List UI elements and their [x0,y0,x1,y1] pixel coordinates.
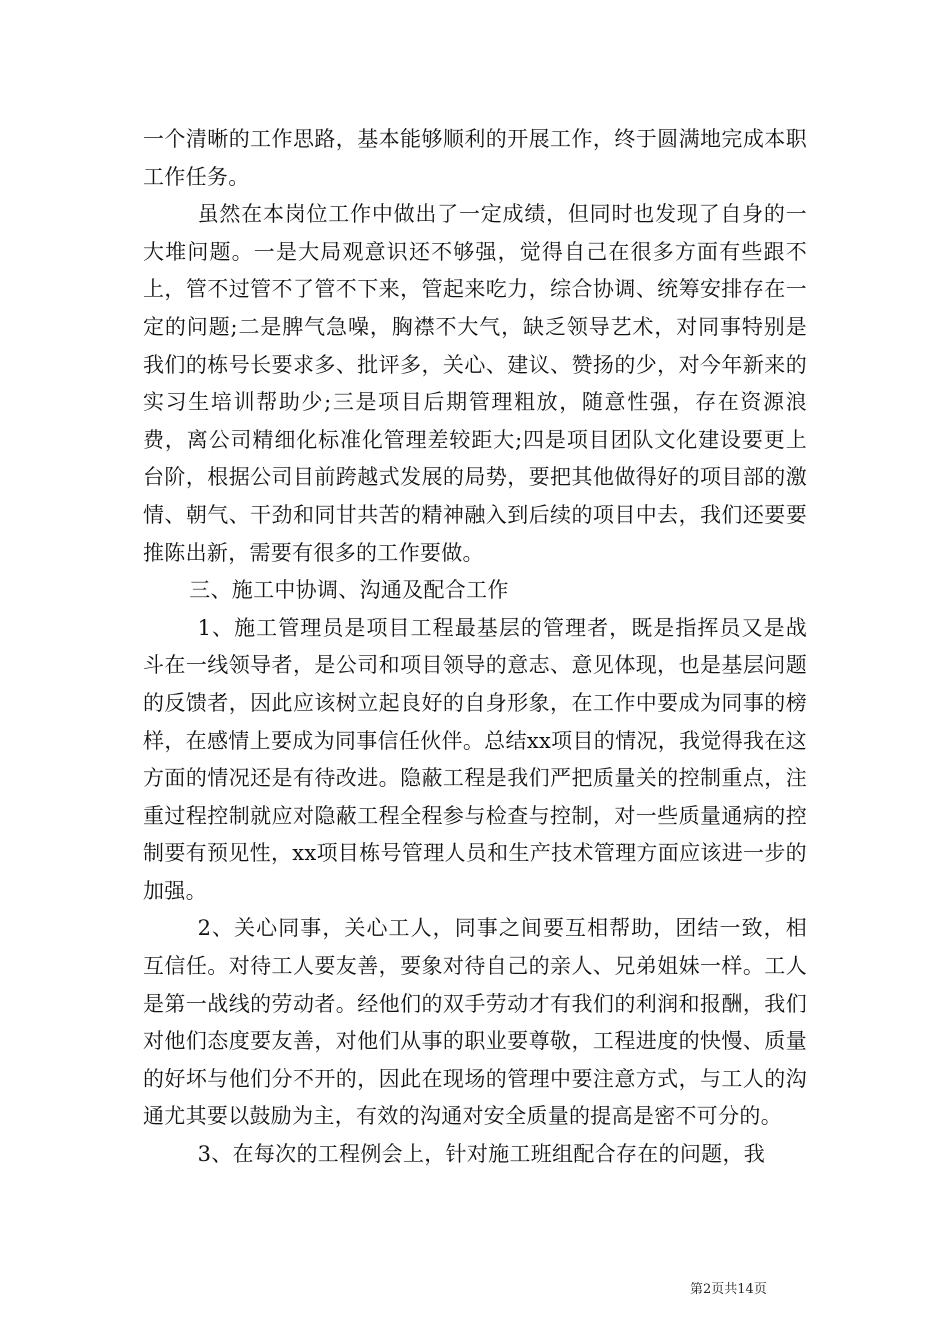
paragraph-continuation: 一个清晰的工作思路，基本能够顺利的开展工作，终于圆满地完成本职工作任务。 [143,127,807,189]
paragraph-item-3: 3、在每次的工程例会上，针对施工班组配合存在的问题，我 [197,1142,766,1167]
paragraph-self-problems: 虽然在本岗位工作中做出了一定成绩，但同时也发现了自身的一大堆问题。一是大局观意识还不够强，觉得自己在很多方面有些跟不上，管不过管不了管不下来，管起来吃力，综合协调、统筹安排存在一定的问题;二是脾气急噪，胸襟不大气，缺乏领导艺术，对同事特别是我们的栋号长要求多、批评多，关心、建议、赞扬的少，对今年新来的实习生培训帮助少;三是项目后期管理粗放，随意性强，存在资源浪费，离公司精细化标准化管理差较距大;四是项目团队文化建设要更上台阶，根据公司目前跨越式发展的局势，要把其他做得好的项目部的激情、朝气、干劲和同甘共苦的精神融入到后续的项目中去，我们还要要推陈出新，需要有很多的工作要做。 [143,202,807,565]
document-body [143,121,807,1174]
page-number-footer: 第2页共14页 [690,1282,767,1297]
paragraph-item-2: 2、关心同事，关心工人，同事之间要互相帮助，团结一致，相互信任。对待工人要友善，要象对待自己的亲人、兄弟姐妹一样。工人是第一战线的劳动者。经他们的双手劳动才有我们的利润和报酬，我们对他们态度要友善，对他们从事的职业要尊敬，工程进度的快慢、质量的好坏与他们分不开的，因此在现场的管理中要注意方式，与工人的沟通尤其要以鼓励为主，有效的沟通对安全质量的提高是密不可分的。 [143,916,807,1129]
section-heading-coordination: 三、施工中协调、沟通及配合工作 [189,578,509,603]
paragraph-item-1: 1、施工管理员是项目工程最基层的管理者，既是指挥员又是战斗在一线领导者，是公司和项目领导的意志、意见体现，也是基层问题的反馈者，因此应该树立起良好的自身形象，在工作中要成为同事的榜样，在感情上要成为同事信任伙伴。总结xx项目的情况，我觉得我在这方面的情况还是有待改进。隐蔽工程是我们严把质量关的控制重点，注重过程控制就应对隐蔽工程全程参与检查与控制，对一些质量通病的控制要有预见性，xx项目栋号管理人员和生产技术管理方面应该进一步的加强。 [143,615,807,903]
